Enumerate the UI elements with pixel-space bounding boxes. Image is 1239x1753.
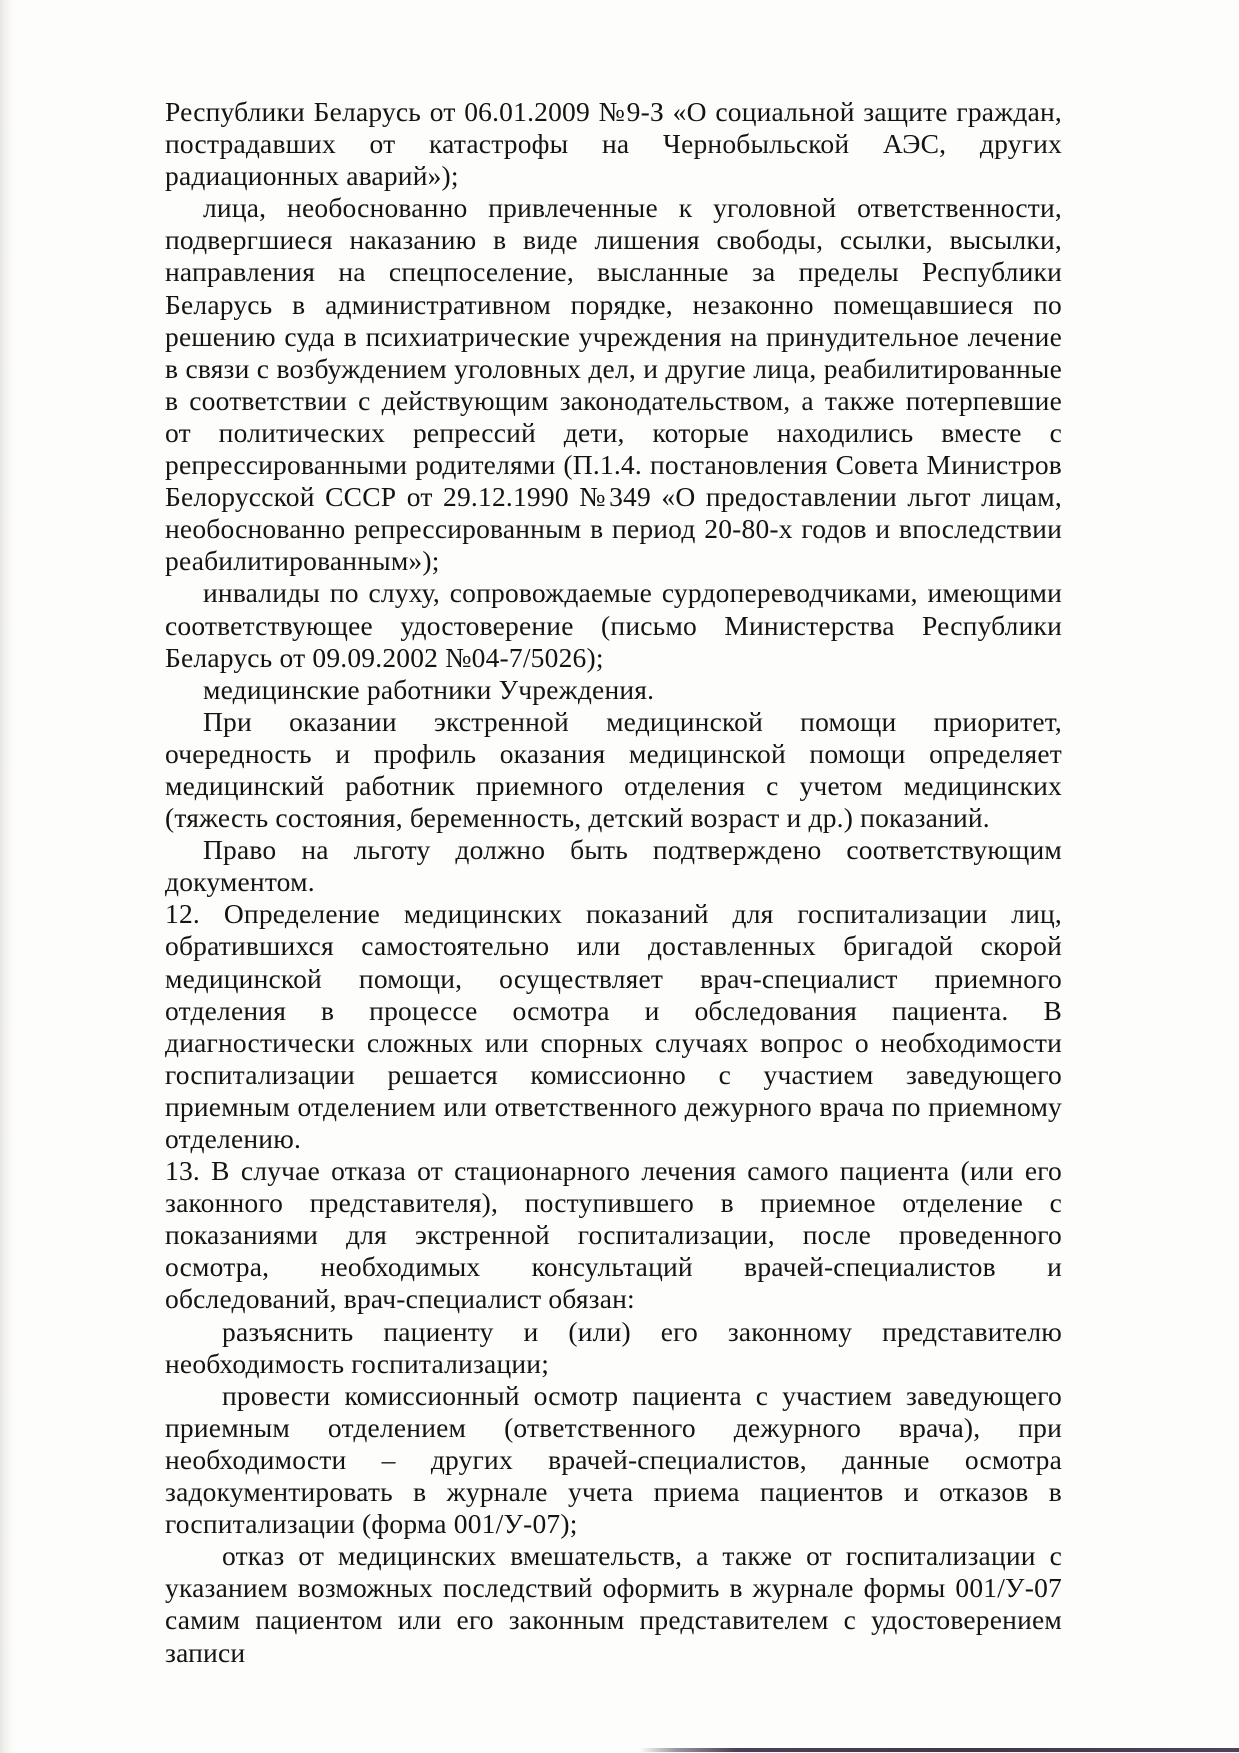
scan-left-edge-shadow (0, 0, 14, 1753)
paragraph: инвалиды по слуху, сопровождаемые сурдопереводчиками, имеющими соответствующее удостоверение (письмо Министерства Республики Беларусь от 09.09.2002 №04-7/5026); (165, 577, 1062, 673)
paragraph: медицинские работники Учреждения. (203, 673, 655, 705)
paragraph: При оказании экстренной медицинской помощи приоритет, очередность и профиль оказания медицинской помощи определяет медицинский работник приемного отделения с учетом медицинских (тяжесть состояния, беременность, детский возраст и др.) показаний. (165, 705, 1062, 834)
paragraph: 13. В случае отказа от стационарного лечения самого пациента (или его законного представителя), поступившего в приемное отделение с показаниями для экстренной госпитализации, после проведенного осмотра, необходимых консультаций врачей-специалистов и обследований, врач-специалист обязан: (165, 1155, 1062, 1315)
paragraph: 12. Определение медицинских показаний для госпитализации лиц, обратившихся самостоятельно или доставленных бригадой скорой медицинской помощи, осуществляет врач-специалист приемного отделения в процессе осмотра и обследования пациента. В диагностически сложных или спорных случаях вопрос о необходимости госпитализации решается комиссионно с участием заведующего приемным отделением или ответственного дежурного врача по приемному отделению. (165, 898, 1062, 1154)
paragraph: Республики Беларусь от 06.01.2009 №9-З «О социальной защите граждан, пострадавших от катастрофы на Чернобыльской АЭС, других радиационных аварий»); (165, 96, 1062, 192)
document-text (165, 96, 1062, 1669)
paragraph: отказ от медицинских вмешательств, а также от госпитализации с указанием возможных последствий оформить в журнале формы 001/У-07 самим пациентом или его законным представителем с удостоверением записи (165, 1540, 1062, 1668)
paragraph: Право на льготу должно быть подтверждено соответствующим документом. (165, 834, 1062, 898)
paragraph: лица, необоснованно привлеченные к уголовной ответственности, подвергшиеся наказанию в виде лишения свободы, ссылки, высылки, направления на спецпоселение, высланные за пределы Республики Беларусь в административном порядке, незаконно помещавшиеся по решению суда в психиатрические учреждения на принудительное лечение в связи с возбуждением уголовных дел, и другие лица, реабилитированные в соответствии с действующим законодательством, а также потерпевшие от политических репрессий дети, которые находились вместе с репрессированными родителями (П.1.4. постановления Совета Министров Белорусской СССР от 29.12.1990 №349 «О предоставлении льгот лицам, необоснованно репрессированным в период 20-80-х годов и впоследствии реабилитированным»); (165, 192, 1062, 577)
paragraph: разъяснить пациенту и (или) его законному представителю необходимость госпитализации; (165, 1315, 1062, 1379)
scan-bottom-line-artifact (640, 1748, 1239, 1752)
paragraph: провести комиссионный осмотр пациента с участием заведующего приемным отделением (ответственного дежурного врача), при необходимости – других врачей-специалистов, данные осмотра задокументировать в журнале учета приема пациентов и отказов в госпитализации (форма 001/У-07); (165, 1379, 1062, 1540)
